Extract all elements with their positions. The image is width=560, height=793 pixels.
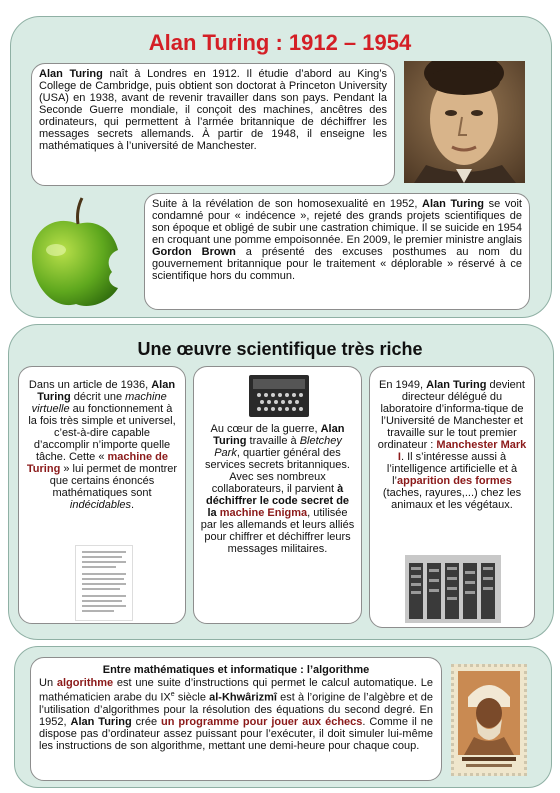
algo-text-5: crée: [131, 715, 162, 728]
col1-text-5: .: [131, 499, 135, 511]
death-text-1: Suite à la révélation de son homosexualité en 1952,: [152, 198, 423, 210]
col3-text-3: . Il s’intéresse aussi à l’intelligence artificielle et à l’: [386, 451, 518, 487]
col3-formes: apparition des formes: [396, 475, 512, 487]
bio-text: naît à Londres en 1912. Il étudie d’abord au King’s College de Cambridge, puis obtient son doctorat à Princeton University (USA) en 1938, avant de revenir travailler dans son pays. Pendant la Seconde Guerre mondiale, il conçoit des machines, ancêtres des ordinateurs, qui permettent à l’armée britannique de déchiffrer les messages secrets allemands. À partir de 1948, il enseigne les mathématiques à l’université de Manchester.: [39, 68, 388, 152]
algo-sup: e: [170, 691, 175, 698]
death-box: [144, 193, 530, 310]
algo-word: algorithme: [56, 677, 114, 689]
algo-name: Alan Turing: [70, 715, 132, 728]
col2-text-3: , quartier général des services secrets britanniques. Avec ses nombreux collaborateurs, il parvient: [205, 447, 350, 495]
col1-text-2: décrit une: [70, 391, 126, 403]
col1-em2: indécidables: [69, 499, 132, 511]
portrait-graphic: [404, 61, 525, 183]
algo-box: [30, 657, 442, 781]
death-text-2: se voit condamné pour « indécence », rejeté des grands projets scientifiques de son époque et obligé de subir une castration chimique. Il se suicide en 1954 en croquant une pomme empoisonnée. En 2009, le premier ministre anglais: [152, 198, 522, 246]
col3-text-4: (taches, rayures,...) chez les animaux et les végétaux.: [382, 487, 522, 511]
col1-name: Alan Turing: [37, 379, 176, 403]
col2-name: Alan Turing: [213, 423, 345, 447]
col3-text-1: En 1949,: [379, 379, 427, 391]
col3-mark: Manchester Mark I: [397, 439, 527, 463]
col2-text-1: Au cœur de la guerre,: [210, 423, 321, 435]
col2-text-4: , utilisée par les allemands et leurs alliés pour chiffrer et déchiffrer leurs messages militaires.: [200, 507, 355, 555]
algo-text-3: siècle: [174, 691, 210, 704]
enigma-image: [249, 375, 309, 417]
col-enigma: [193, 366, 362, 624]
col-manchester: [369, 366, 535, 628]
col1-text-4: » lui permet de montrer que certains énoncés mathématiques sont: [49, 463, 178, 499]
col1-text-1: Dans un article de 1936,: [28, 379, 152, 391]
enigma-machine-icon: [249, 375, 309, 417]
manchester-computer-image: [405, 555, 501, 623]
algo-khwarizmi: al-Khwârizmî: [209, 691, 277, 704]
col3-name: Alan Turing: [426, 379, 487, 391]
bitten-apple-icon: [26, 192, 130, 312]
bio-name: Alan Turing: [39, 68, 103, 80]
stamp-portrait-icon: [454, 667, 524, 773]
col3-text-2: devient directeur délégué du laboratoire d’informa-tique de l’Université de Manchester et travaille sur le tout premier ordinateur :: [377, 379, 525, 451]
col2-enigma: machine Enigma: [219, 507, 308, 519]
col1-text-3: au fonctionnement à la fois très simple et universel, c’est-à-dire capable d’accomplir n’importe quelle tâche. Cette «: [28, 403, 176, 463]
col2-text-2: travaille à: [246, 435, 300, 447]
computer-racks-icon: [405, 555, 501, 623]
death-name: Alan Turing: [422, 198, 484, 210]
algo-text-2: est une suite d’instructions qui permet le calcul automatique. Le mathématicien arabe du IX: [39, 677, 434, 704]
col2-em: Bletchey Park: [214, 435, 342, 459]
col1-em: machine virtuelle: [31, 391, 167, 415]
death-text-3: a présenté des excuses posthumes au nom du gouvernement britannique pour le traitement « déplorable » réservé à ce scientifique hors du commun.: [152, 246, 523, 282]
algo-text-4: est à l’origine de l’algèbre et de l’utilisation d’algorithmes pour la résolution des équations du second degré. En 1952,: [39, 691, 433, 728]
section-title: Une œuvre scientifique très riche: [137, 339, 423, 359]
algo-title: Entre mathématiques et informatique : l’algorithme: [102, 664, 370, 676]
apple-image: [26, 192, 130, 312]
algo-text-6: . Comme il ne dispose pas d’ordinateur assez puissant pour l’exécuter, il doit simuler lui-même les instructions de son algorithme, mettant une demi-heure pour chaque coup.: [39, 715, 433, 752]
col1-machine: machine de Turing: [26, 451, 169, 475]
bio-box: [31, 63, 395, 186]
algo-text-1: Un: [39, 677, 57, 689]
gordon-brown: Gordon Brown: [152, 246, 236, 258]
turing-portrait: [404, 61, 525, 183]
algo-program: un programme pour jouer aux échecs: [161, 715, 363, 728]
document-lines-icon: [76, 546, 132, 620]
col-turing-machine: [18, 366, 186, 624]
khwarizmi-stamp: [451, 664, 527, 776]
page-title: Alan Turing : 1912 – 1954: [148, 30, 412, 55]
article-page-image: [75, 545, 133, 621]
col2-bold: à déchiffrer le code secret de la: [205, 483, 350, 519]
